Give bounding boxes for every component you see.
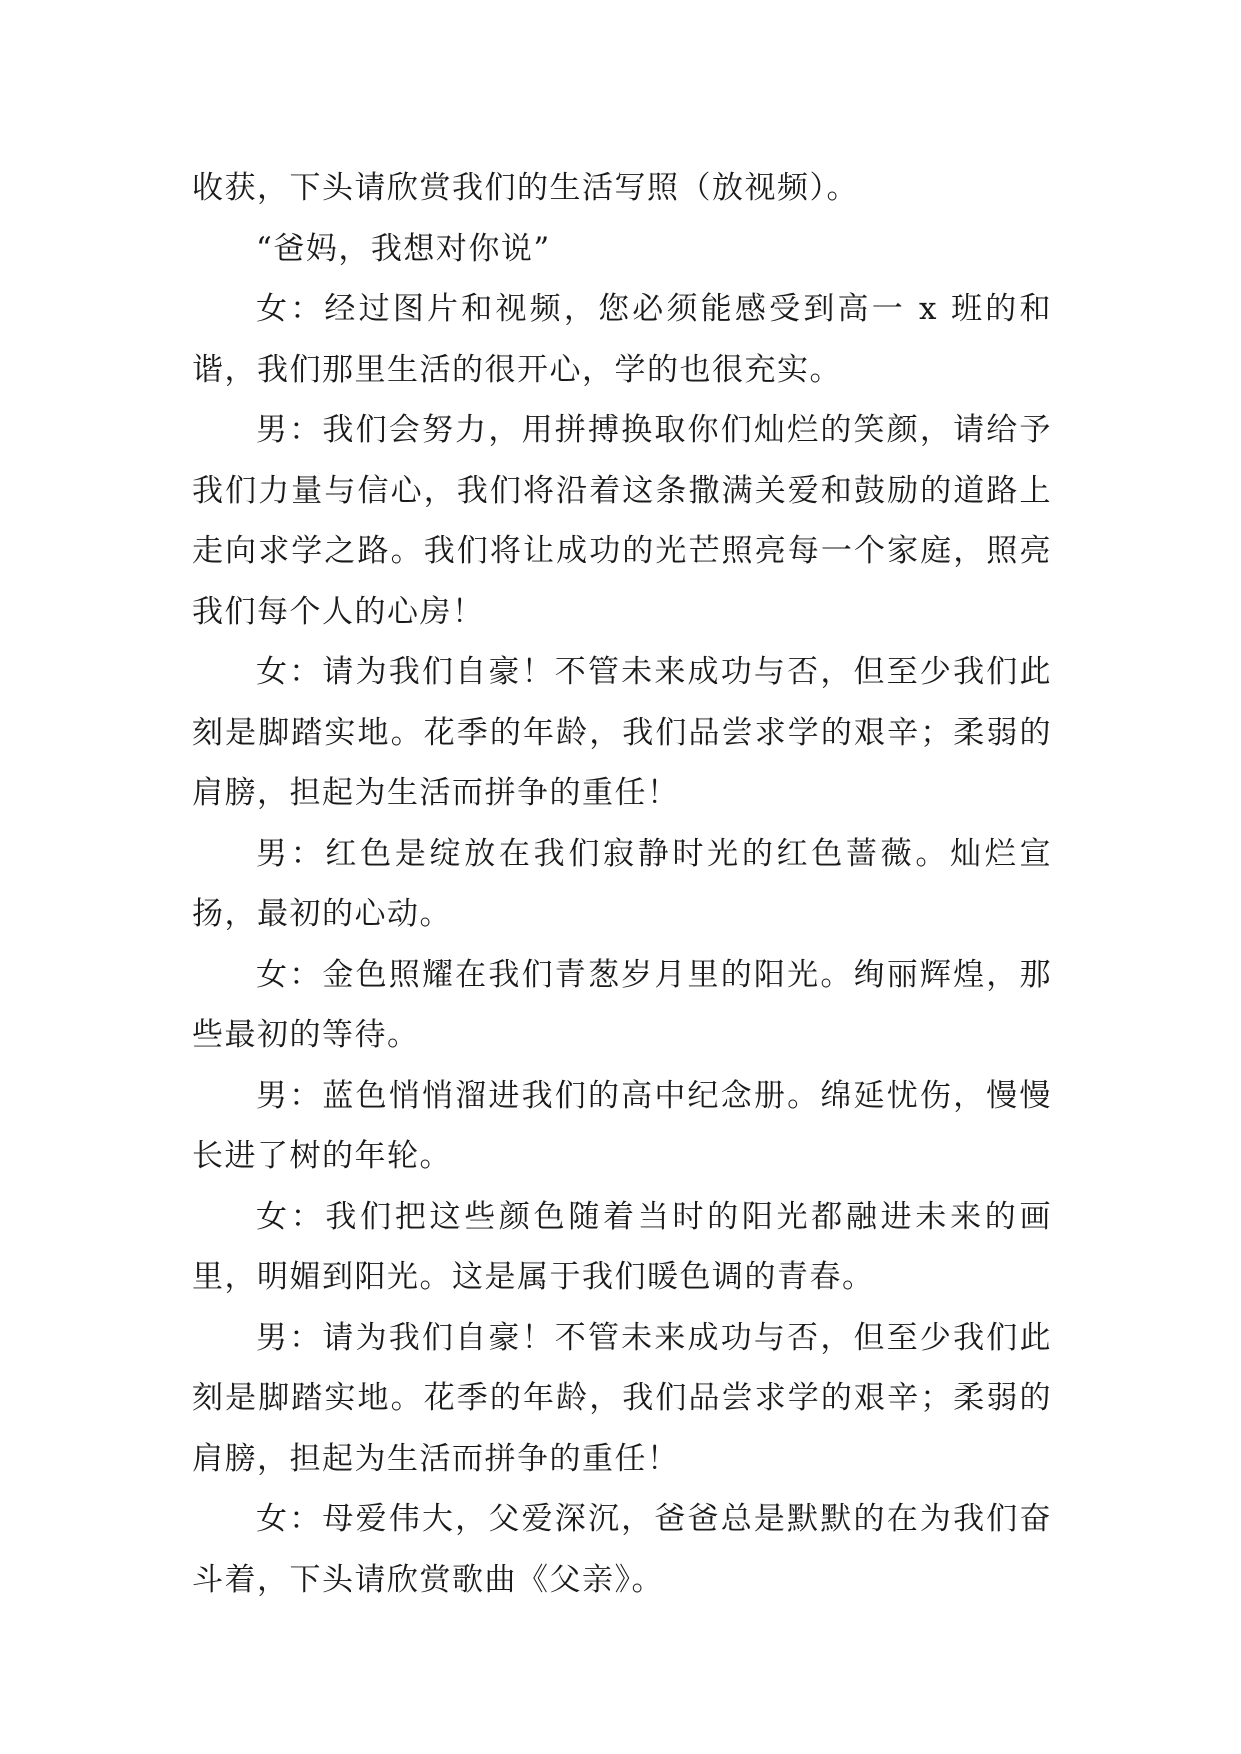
paragraph: 男：请为我们自豪！不管未来成功与否，但至少我们此刻是脚踏实地。花季的年龄，我们品尝求学的艰辛；柔弱的肩膀，担起为生活而拼争的重任！ (192, 1319, 1052, 1477)
paragraph: 女：金色照耀在我们青葱岁月里的阳光。绚丽辉煌，那些最初的等待。 (192, 956, 1052, 1053)
paragraph: 女：经过图片和视频，您必须能感受到高一 x 班的和谐，我们那里生活的很开心，学的也很充实。 (192, 291, 1052, 388)
document-body (192, 158, 1052, 1610)
paragraph: 男：我们会努力，用拼搏换取你们灿烂的笑颜，请给予我们力量与信心，我们将沿着这条撒满关爱和鼓励的道路上走向求学之路。我们将让成功的光芒照亮每一个家庭，照亮我们每个人的心房！ (192, 412, 1052, 630)
section-heading: “爸妈，我想对你说” (256, 230, 551, 267)
paragraph: 收获，下头请欣赏我们的生活写照（放视频）。 (192, 170, 859, 206)
paragraph: 男：蓝色悄悄溜进我们的高中纪念册。绵延忧伤，慢慢长进了树的年轮。 (192, 1077, 1052, 1174)
paragraph: 女：请为我们自豪！不管未来成功与否，但至少我们此刻是脚踏实地。花季的年龄，我们品尝求学的艰辛；柔弱的肩膀，担起为生活而拼争的重任！ (192, 654, 1052, 811)
paragraph: 女：我们把这些颜色随着当时的阳光都融进未来的画里，明媚到阳光。这是属于我们暖色调的青春。 (192, 1198, 1052, 1295)
paragraph: 女：母爱伟大，父爱深沉，爸爸总是默默的在为我们奋斗着，下头请欣赏歌曲《父亲》。 (192, 1501, 1052, 1598)
paragraph: 男：红色是绽放在我们寂静时光的红色蔷薇。灿烂宣扬，最初的心动。 (192, 835, 1052, 932)
